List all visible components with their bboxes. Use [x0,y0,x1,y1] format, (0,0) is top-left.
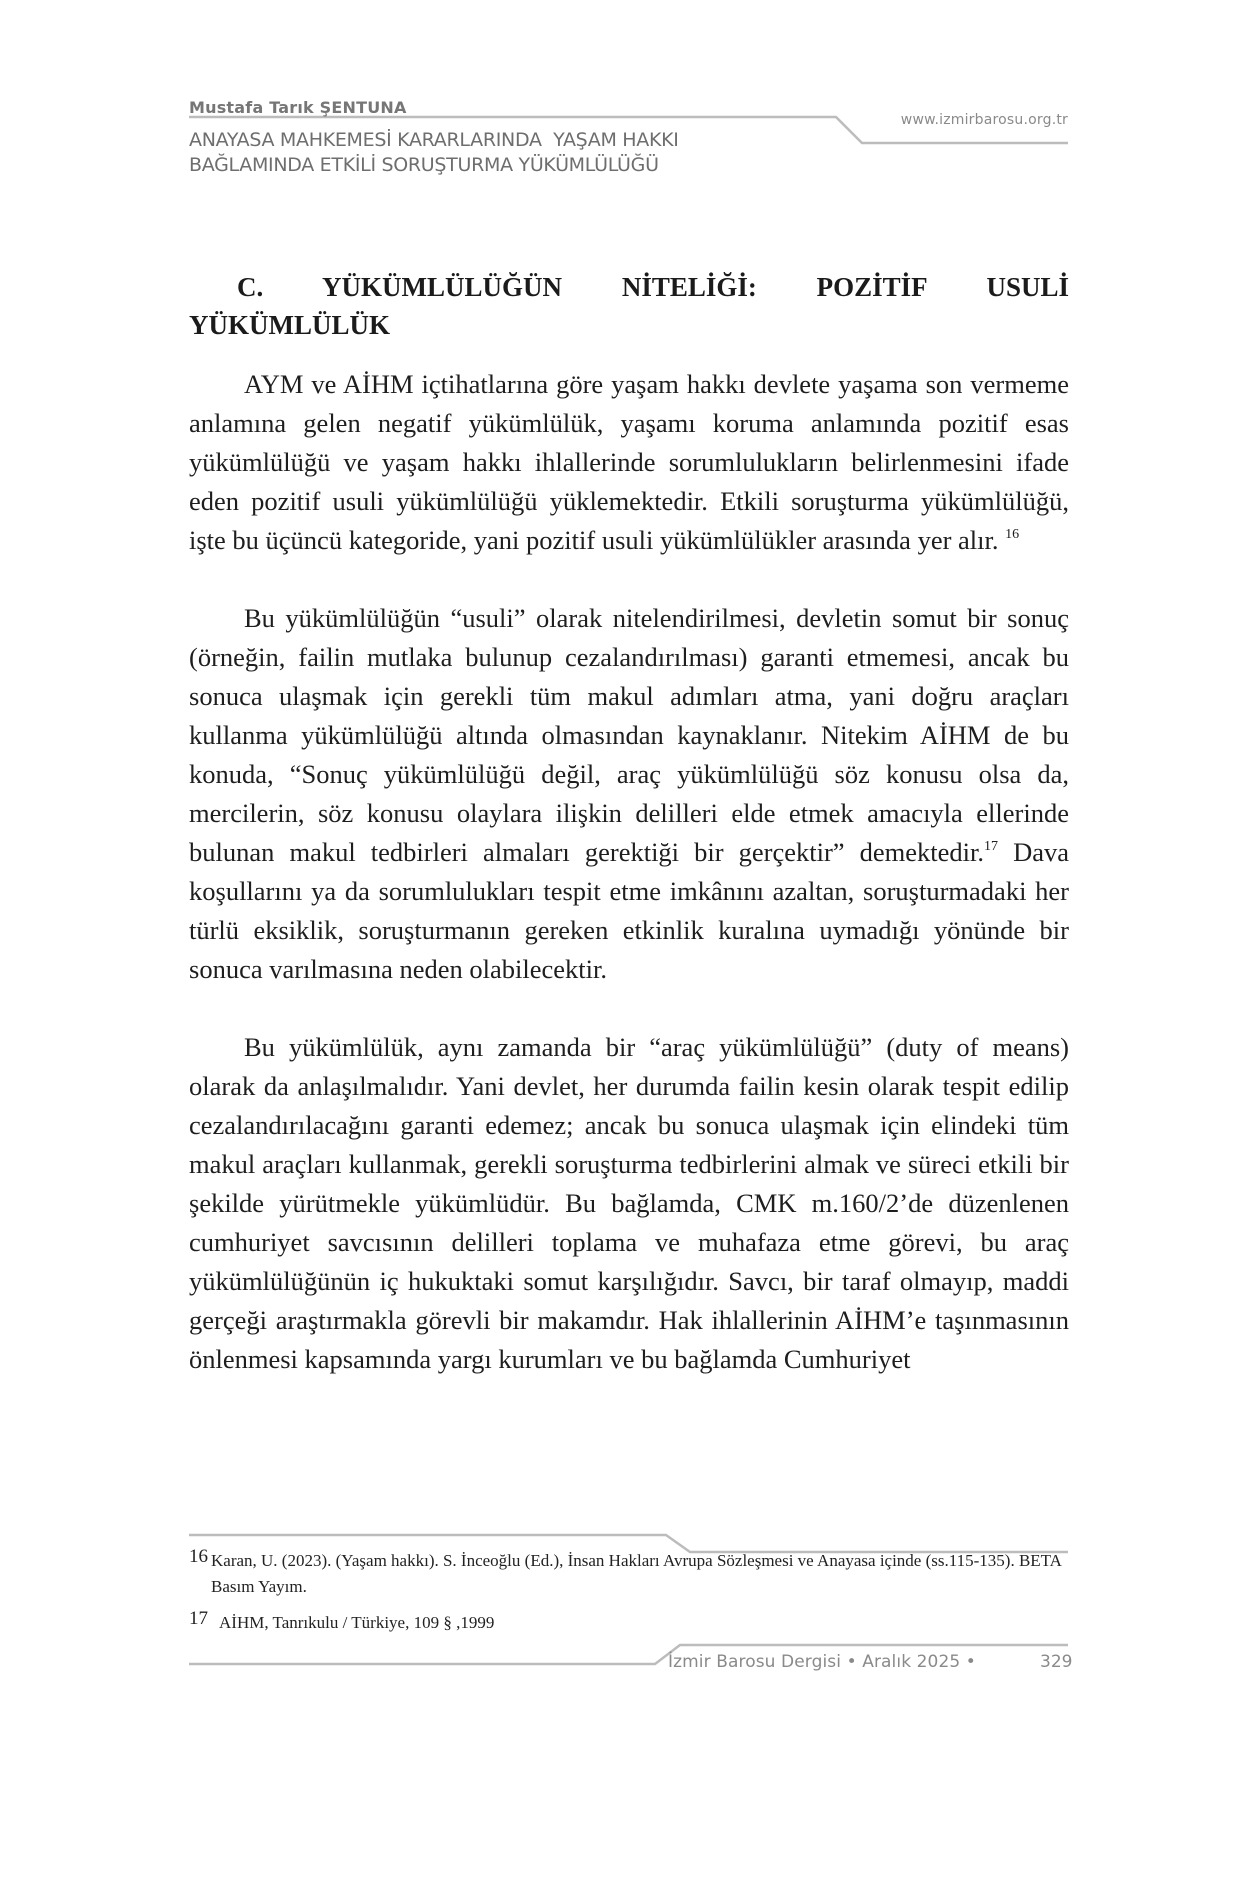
paragraph [189,365,1069,560]
running-header-author: Mustafa Tarık ŞENTUNA [189,98,407,117]
running-header-title-line2: BAĞLAMINDA ETKİLİ SORUŞTURMA YÜKÜMLÜLÜĞÜ [189,154,659,176]
section-heading-line1: C. YÜKÜMLÜLÜĞÜN NİTELİĞİ: POZİTİF USULİ [237,272,1069,303]
running-header-title [189,128,679,178]
footnote-reference[interactable]: 17 [984,839,998,854]
paragraph-text: AYM ve AİHM içtihatlarına göre yaşam hakkı devlete yaşama son vermeme anlamına gelen negatif yükümlülük, yaşamı koruma anlamında pozitif esas yükümlülüğü ve yaşam hakkı ihlallerinde sorumlulukların belirlenmesini ifade eden pozitif usuli yükümlülüğü yüklemektedir. Etkili soruşturma yükümlülüğü, işte bu üçüncü kategoride, yani pozitif usuli yükümlülükler arasında yer alır. [189,369,1069,555]
paragraph-text-continued: Dava koşullarını ya da sorumlulukları tespit etme imkânını azaltan, soruşturmadaki her türlü eksiklik, soruşturmanın gereken etkinlik kuralına uymadığı yönünde bir sonuca varılmasına neden olabilecektir. [189,837,1069,984]
section-heading [189,268,1069,344]
website-link[interactable]: www.izmirbarosu.org.tr [900,112,1068,128]
paragraph [189,599,1069,989]
section-heading-line2: YÜKÜMLÜLÜK [189,310,390,341]
body-text [189,365,1069,1379]
footnote-text: AİHM, Tanrıkulu / Türkiye, 109 § ,1999 [219,1613,495,1632]
paragraph [189,1028,1069,1379]
footnote [189,1548,1079,1600]
page-number: 329 [1040,1652,1073,1672]
footnote-number: 17 [189,1608,208,1629]
footnotes [189,1548,1079,1646]
paragraph-text: Bu yükümlülük, aynı zamanda bir “araç yükümlülüğü” (duty of means) olarak da anlaşılmalıdır. Yani devlet, her durumda failin kesin olarak tespit edilip cezalandırılacağını garanti edemez; ancak bu sonuca ulaşmak için elindeki tüm makul araçları kullanmak, gerekli soruşturma tedbirlerini almak ve süreci etkili bir şekilde yürütmekle yükümlüdür. Bu bağlamda, CMK m.160/2’de düzenlenen cumhuriyet savcısının delilleri toplama ve muhafaza etme görevi, bu araç yükümlülüğünün iç hukuktaki somut karşılığıdır. Savcı, bir taraf olmayıp, maddi gerçeği araştırmakla görevli bir makamdır. Hak ihlallerinin AİHM’e taşınmasının önlenmesi kapsamında yargı kurumları ve bu bağlamda Cumhuriyet [189,1032,1069,1374]
paragraph-text: Bu yükümlülüğün “usuli” olarak nitelendirilmesi, devletin somut bir sonuç (örneğin, failin mutlaka bulunup cezalandırılması) garanti etmemesi, ancak bu sonuca ulaşmak için gerekli tüm makul adımları atma, yani doğru araçları kullanma yükümlülüğü altında olmasından kaynaklanır. Nitekim AİHM de bu konuda, “Sonuç yükümlülüğü değil, araç yükümlülüğü söz konusu olsa da, mercilerin, söz konusu olaylara ilişkin delilleri elde etmek amacıyla ellerinde bulunan makul tedbirleri almaları gerektiği bir gerçektir” demektedir. [189,603,1069,867]
footnote [189,1610,1079,1636]
footnote-text: Karan, U. (2023). (Yaşam hakkı). S. İnceoğlu (Ed.), İnsan Hakları Avrupa Sözleşmesi ve Anayasa içinde (ss.115-135). BETA Basım Yayım. [211,1551,1062,1596]
running-header-title-line1: ANAYASA MAHKEMESİ KARARLARINDA YAŞAM HAKKI [189,129,679,151]
footnote-reference[interactable]: 16 [1005,527,1020,542]
footnote-number: 16 [189,1546,208,1567]
journal-footer: İzmir Barosu Dergisi • Aralık 2025 • [668,1652,976,1672]
